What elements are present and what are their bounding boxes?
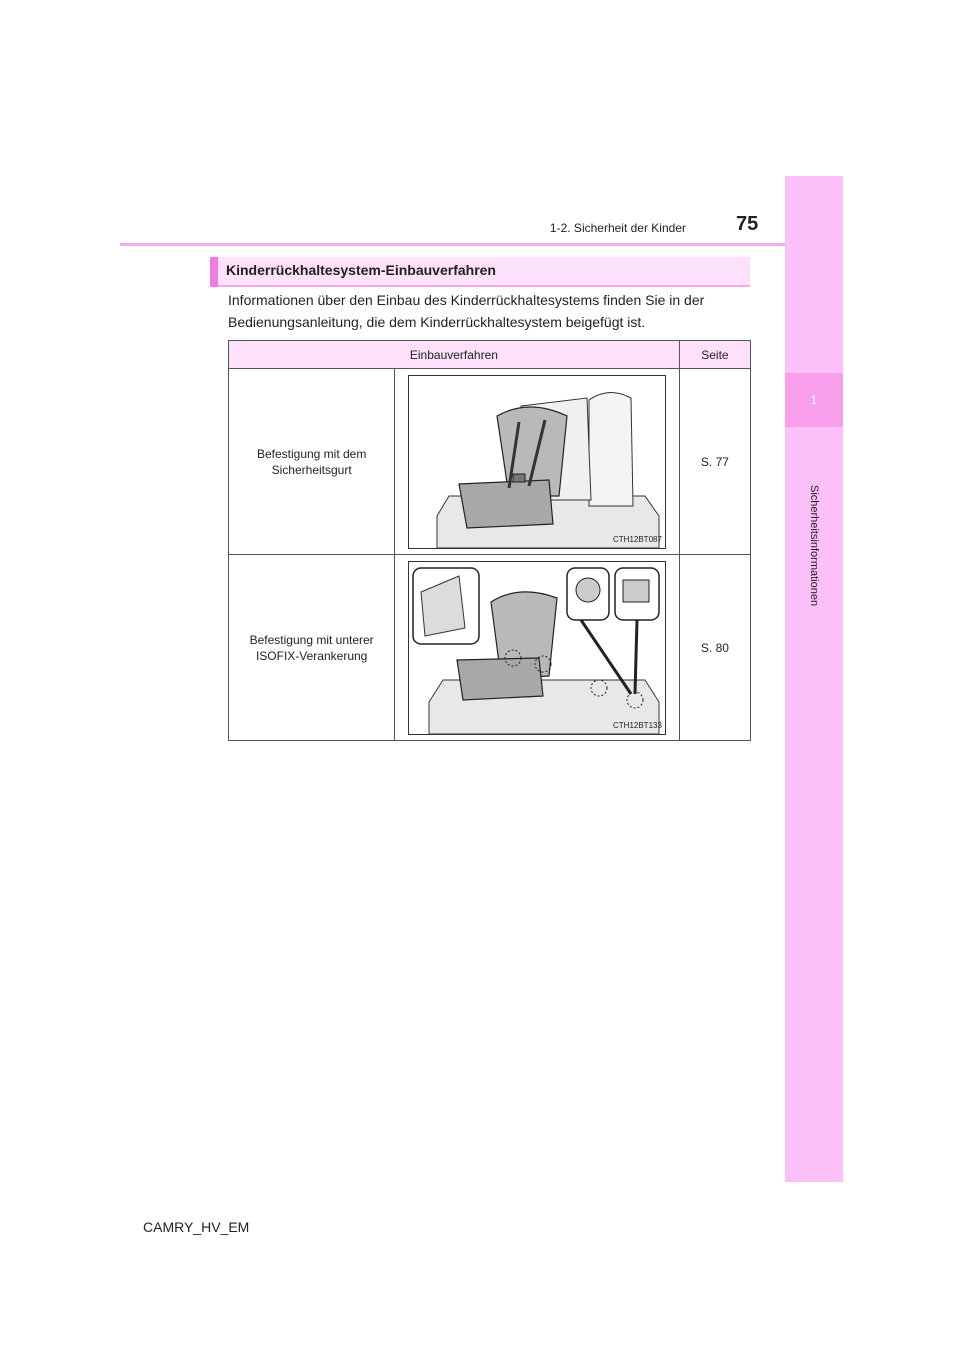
illustration-code: CTH12BT133: [613, 720, 662, 730]
header-rule: [120, 243, 842, 246]
header-page: Seite: [679, 341, 750, 369]
table-row: [229, 555, 751, 741]
method-cell: Befestigung mit unterer ISOFIX-Verankerung: [229, 555, 395, 741]
section-heading: [210, 257, 750, 287]
isofix-installation-illustration: [408, 561, 666, 735]
section-heading-accent: [210, 257, 218, 287]
illustration-cell: [395, 555, 680, 741]
header-method: Einbauverfahren: [229, 341, 680, 369]
illustration-code: CTH12BT087: [613, 534, 662, 544]
chapter-title: Sicherheitsinformationen: [808, 485, 820, 607]
page-number: 75: [736, 213, 759, 235]
seatbelt-installation-illustration: [408, 375, 666, 549]
chapter-side-tab: [785, 176, 843, 1182]
chapter-number: 1: [785, 373, 843, 427]
method-cell: Befestigung mit dem Sicherheitsgurt: [229, 369, 395, 555]
page-ref-cell: S. 77: [679, 369, 750, 555]
intro-paragraph: Informationen über den Einbau des Kinderrückhaltesystems finden Sie in der Bedienungsanleitung, die dem Kinderrückhaltesystem beigefügt ist.: [228, 292, 705, 330]
section-heading-text: Kinderrückhaltesystem-Einbauverfahren: [226, 262, 496, 278]
chapter-title-container: [787, 436, 841, 656]
footer-model-code: CAMRY_HV_EM: [143, 1219, 250, 1235]
installation-table: [228, 340, 751, 741]
table-header-row: [229, 341, 751, 369]
running-head: 1-2. Sicherheit der Kinder: [549, 221, 686, 235]
page-ref-cell: S. 80: [679, 555, 750, 741]
table-row: [229, 369, 751, 555]
illustration-cell: [395, 369, 680, 555]
